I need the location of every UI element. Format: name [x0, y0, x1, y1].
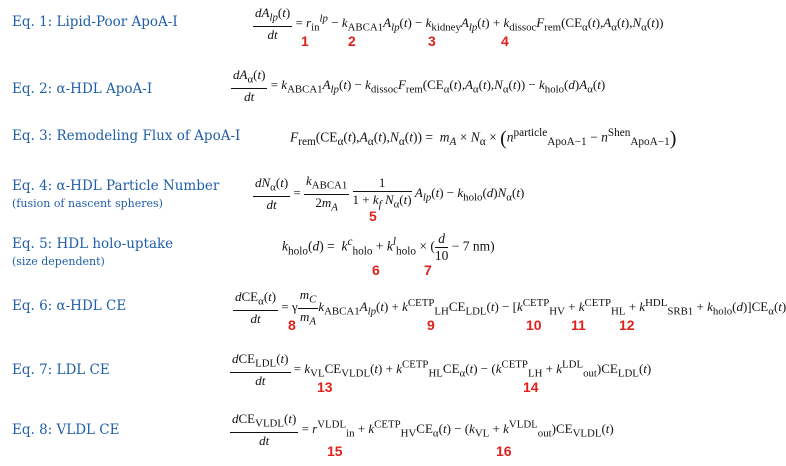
marker: 2 — [348, 33, 356, 49]
equation-formula: $F_{rem}(CE_\alpha(t),A_\alpha(t),N_\alpha(t)) = m_A \times N_\alpha \times (n^{particle}_{ApoA-1} - n^{Shen}_{ApoA-1})$ — [290, 127, 677, 150]
equation-title: Eq. 4: α-HDL Particle Number — [12, 178, 220, 194]
equation-row-2 — [0, 68, 750, 112]
marker: 10 — [526, 317, 542, 333]
equation-row-6 — [0, 286, 786, 342]
equation-label — [12, 178, 219, 212]
lhs-fraction: $\frac{dCE_{LDL}(t)}{dt}$ — [232, 351, 289, 388]
marker: 1 — [301, 33, 309, 49]
equation-label: Eq. 2: α-HDL ApoA-I — [12, 81, 153, 97]
lhs-fraction: $\frac{dCE_{VLDL}(t)}{dt}$ — [232, 411, 297, 448]
marker: 11 — [571, 317, 586, 333]
equation-sublabel: (fusion of nascent spheres) — [12, 197, 163, 210]
lhs-fraction: $\frac{dCE_\alpha(t)}{dt}$ — [235, 289, 277, 326]
lhs-fraction: $\frac{dN_\alpha(t)}{dt}$ — [255, 175, 289, 212]
equation-formula: $k_{holo}(d) = k^c_{holo} + k^l_{holo}$ × ( $\frac{d}{10}$ − 7 nm) — [282, 231, 495, 263]
lhs-fraction: $\frac{dA_\alpha(t)}{dt}$ — [233, 67, 266, 104]
marker: 3 — [428, 33, 436, 49]
equation-formula: $\frac{dA_\alpha(t)}{dt}$ = $k_{ABCA1}A_{lp}(t) - k_{dissoc}F_{rem}(CE_\alpha(t),A_\alpha(t),N_\alpha(t)) - k_{holo}(d)A_\alpha(t)$ — [233, 67, 606, 104]
equation-label: Eq. 8: VLDL CE — [12, 422, 120, 438]
marker: 14 — [523, 379, 539, 395]
marker: 6 — [372, 262, 380, 278]
equation-label: Eq. 3: Remodeling Flux of ApoA-I — [12, 128, 241, 144]
marker: 16 — [496, 443, 512, 459]
marker: 9 — [427, 317, 435, 333]
marker: 4 — [501, 33, 509, 49]
equation-title: Eq. 5: HDL holo-uptake — [12, 236, 174, 252]
equation-sublabel: (size dependent) — [12, 255, 105, 268]
equation-row-1 — [0, 4, 750, 60]
equation-formula: $\frac{dCE_{LDL}(t)}{dt}$ = $k_{VL}CE_{VLDL}(t) + k^{CETP}_{HL}CE_\alpha(t) - (k^{CETP}_{LH} + k^{LDL}_{out})CE_{LDL}(t)$ — [232, 351, 652, 388]
marker: 5 — [369, 208, 377, 224]
equation-row-7 — [0, 350, 750, 402]
equation-formula: $\frac{dCE_{VLDL}(t)}{dt}$ = $r^{VLDL}_{in} + k^{CETP}_{HV}CE_\alpha(t) - (k_{VL} + k^{VLDL}_{out})CE_{VLDL}(t)$ — [232, 411, 614, 448]
equation-row-5 — [0, 230, 750, 280]
equation-row-3 — [0, 118, 750, 162]
equation-row-4 — [0, 172, 750, 224]
equation-label: Eq. 1: Lipid-Poor ApoA-I — [12, 14, 178, 30]
equation-formula: $\frac{dN_\alpha(t)}{dt}$ = $\frac{k_{ABCA1}}{2m_A}$ $\frac{1}{1 + k_f N_\alpha(t)}$ $A_{lp}(t) - k_{holo}(d)N_\alpha(t)$ — [255, 173, 525, 214]
marker: 7 — [424, 262, 432, 278]
equation-formula: $\frac{dCE_\alpha(t)}{dt}$ = γ $\frac{m_C}{m_A}$ $k_{ABCA1}A_{lp}(t) + k^{CETP}_{LH}CE_{LDL}(t) - [k^{CETP}_{HV} + k^{CETP}_{HL} + k^{HDL}_{SRB1} + k_{holo}(d)]CE_\alpha(t)$ — [235, 287, 786, 328]
equation-label — [12, 236, 173, 270]
marker: 12 — [619, 317, 635, 333]
equation-row-8 — [0, 408, 750, 464]
marker: 13 — [317, 379, 333, 395]
equation-label: Eq. 6: α-HDL CE — [12, 298, 127, 314]
marker: 15 — [327, 443, 343, 459]
marker: 8 — [288, 317, 296, 333]
lhs-fraction: $\frac{dA_{lp}(t)}{dt}$ — [255, 5, 291, 42]
equation-label: Eq. 7: LDL CE — [12, 362, 110, 378]
equation-formula: $\frac{dA_{lp}(t)}{dt}$ = $r_{in}^{lp} - k_{ABCA1}A_{lp}(t) - k_{kidney}A_{lp}(t) + k_{dissoc}F_{rem}(CE_\alpha(t),A_\alpha(t),N_\alpha(t))$ — [255, 5, 664, 42]
